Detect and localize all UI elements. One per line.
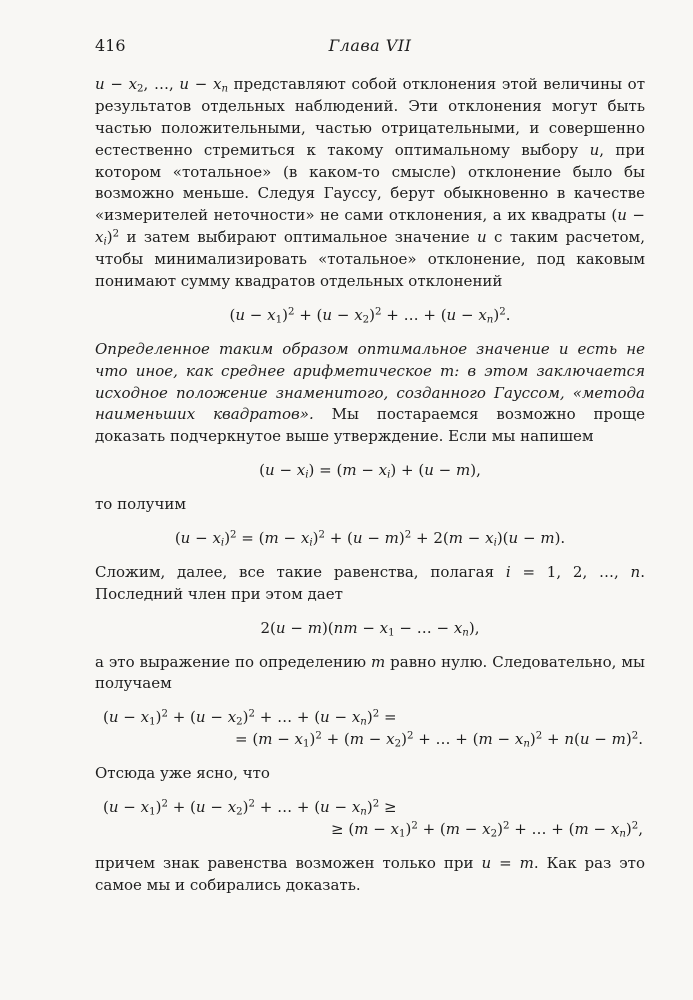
chapter-title: Глава VII xyxy=(328,36,412,55)
paragraph-then-we-get: то получим xyxy=(95,495,187,514)
display-formula-squared-identity: $(u - x_i)^2 = (m - x_i)^2 + (u - m)^2 + 2(m - x_i)(u - m)$. xyxy=(174,529,566,549)
paragraph-conclusion: причем знак равенства возможен только при u = m. Как раз это самое мы и собирались доказать. xyxy=(95,853,645,894)
paragraph-sum-equalities: Сложим, далее, все такие равенства, полагая i = 1, 2, …, n. Последний член при этом дает xyxy=(95,562,645,603)
paragraph-least-squares-statement: Определенное таким образом оптимальное значение u есть не что иное, как среднее арифметическое m: в этом заключается исходное положение знаменитого, созданного Гауссом, «метода наименьших квадратов». Мы постараемся возможно проще доказать подчеркнутое выше утверждение. Если мы напишем xyxy=(95,339,645,446)
display-formula-last-term: $2(u - m)(nm - x_1$ − … − $x_n$), xyxy=(260,618,480,639)
paragraph-zero-by-definition: а это выражение по определению m равно нулю. Следовательно, мы получаем xyxy=(95,652,645,693)
display-formula-equality-result xyxy=(95,707,645,751)
formula-line: $(u - x_1)^2 + (u - x_2)^2$ + … + $(u - x_n)^2$ = xyxy=(103,708,397,728)
display-formula-sum-of-squares: $(u - x_1)^2 + (u - x_2)^2$ + … + $(u - x_n)^2$. xyxy=(229,305,511,326)
display-formula-identity: $(u - x_i) = (m - x_i) + (u - m)$, xyxy=(259,461,481,481)
paragraph-deviations: $u - x_2$, …, $u - x_n$ представляют собой отклонения этой величины от результатов отдельных наблюдений. Эти отклонения могут быть частью положительными, частью отрицательными, и совершенно естественно стремиться к такому оптимальному выбору u, при котором «тотальное» (в каком-то смысле) отклонение было бы возможно меньше. Следуя Гауссу, берут обыкновенно в качестве «измерителей неточности» не сами отклонения, а их квадраты $(u - x_i)^2$ и затем выбирают оптимальное значение u с таким расчетом, чтобы минимализировать «тотальное» отклонение, под каковым понимают сумму квадратов отдельных отклонений xyxy=(95,75,645,291)
page-header xyxy=(95,34,645,58)
display-formula-inequality xyxy=(95,797,645,841)
page-number: 416 xyxy=(95,36,126,55)
formula-line: $(u - x_1)^2 + (u - x_2)^2$ + … + $(u - x_n)^2$ ≥ xyxy=(103,798,397,818)
formula-line: ≥ $(m - x_1)^2 + (m - x_2)^2$ + … + $(m - x_n)^2$, xyxy=(330,819,643,840)
formula-line: = $(m - x_1)^2 + (m - x_2)^2$ + … + $(m - x_n)^2 + n(u - m)^2$. xyxy=(234,730,643,750)
page-body xyxy=(95,74,645,897)
paragraph-hence-clear: Отсюда уже ясно, что xyxy=(95,764,270,783)
